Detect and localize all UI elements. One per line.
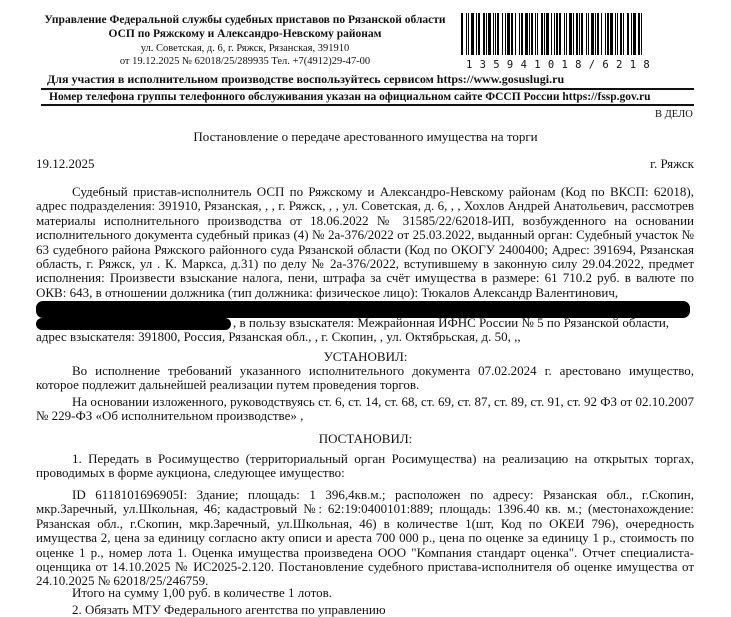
document-date: 19.12.2025: [36, 156, 95, 171]
barcode-bar: [556, 13, 558, 55]
doc-reference: от 19.12.2025 № 62018/25/289935 Тел. +7(4912)29-47-00: [119, 56, 371, 67]
barcode-bar: [581, 13, 583, 55]
barcode-bar: [541, 13, 543, 55]
creditor-line: , в пользу взыскателя: Межрайонная ИФНС России № 5 по Рязанской области,: [233, 315, 670, 330]
barcode-bar: [620, 13, 622, 55]
barcode-bar: [631, 13, 632, 55]
barcode-bar: [476, 13, 477, 55]
barcode-bar: [641, 13, 642, 55]
barcode-bar: [529, 13, 530, 55]
resolved-heading: ПОСТАНОВИЛ:: [318, 431, 413, 446]
barcode-bar: [486, 13, 487, 55]
barcode-bar: [554, 13, 555, 55]
barcode-bar: [497, 13, 499, 55]
gosuslugi-notice: Для участия в исполнительном производстве воспользуйтесь сервисом https://www.gosuslugi.ru: [47, 72, 565, 86]
barcode-bar: [564, 13, 565, 55]
divider-bottom: [41, 104, 694, 106]
barcode-bar: [493, 13, 494, 55]
barcode-bar: [488, 13, 491, 55]
barcode-bar: [505, 13, 506, 55]
barcode-bar: [519, 13, 520, 55]
barcode-bar: [537, 13, 538, 55]
barcode-bar: [610, 13, 613, 55]
barcode-bar: [466, 13, 467, 55]
barcode-bar: [515, 13, 516, 55]
document-title: Постановление о передаче арестованного имущества на торги: [193, 129, 538, 144]
barcode-bar: [559, 13, 561, 55]
barcode-bar: [507, 13, 510, 55]
barcode-bar: [483, 13, 485, 55]
established-text: Во исполнение требований указанного исполнительного документа 07.02.2024 г. арестовано имущество, которое подлежит дальнейшей реализации путем проведения торгов.: [36, 363, 694, 393]
barcode-bar: [544, 13, 545, 55]
barcode-bar: [586, 13, 587, 55]
barcode-bar: [566, 13, 567, 55]
barcode-bar: [535, 13, 536, 55]
barcode-bar: [478, 13, 480, 55]
barcode-number: 1 3 5 9 4 1 0 1 8 / 6 2 1 8: [466, 59, 651, 71]
item-2-cut-line: 2. Обязать МТУ Федерального агентства по управлению: [72, 602, 386, 617]
barcode-bar: [525, 13, 528, 55]
barcode-bar: [495, 13, 496, 55]
barcode-bar: [569, 13, 572, 55]
org-name-line2: ОСП по Ряжскому и Александро-Невскому районам: [108, 28, 382, 40]
item-1-text: 1. Передать в Росимущество (территориальный орган Росимущества) на реализацию на открытых торгах, проводимых в форме аукциона, следующее имущество:: [36, 451, 694, 481]
barcode-bar: [588, 13, 589, 55]
barcode-bar: [638, 13, 640, 55]
barcode-bar: [471, 13, 474, 55]
basis-text: На основании изложенного, руководствуясь ст. 6, ст. 14, ст. 68, ст. 69, ст. 87, ст. 89, ст. 91, ст. 92 ФЗ от 02.10.2007 № 229-ФЗ «Об исполнительном производстве» ,: [36, 394, 694, 424]
barcode: [461, 13, 708, 55]
barcode-bar: [576, 13, 578, 55]
established-heading: УСТАНОВИЛ:: [323, 349, 408, 364]
barcode-bar: [461, 13, 463, 55]
barcode-bar: [607, 13, 609, 55]
phone-notice: Номер телефона группы телефонного обслуживания указан на официальном сайте ФССП России https://fssp.gov.ru: [49, 91, 651, 103]
barcode-bar: [627, 13, 629, 55]
barcode-bar: [601, 13, 602, 55]
barcode-bar: [546, 13, 549, 55]
barcode-bar: [623, 13, 624, 55]
barcode-bar: [468, 13, 469, 55]
barcode-bar: [579, 13, 580, 55]
property-description: ID 6118101696905I: Здание; площадь: 1 396,4кв.м.; расположен по адресу: Рязанская обл., г.Скопин, мкр.Заречный, ул.Школьная, 46; кадастровый №: 62:19:0400101:889; площадь: 1396.40 кв. м.; (местонахождение: Рязанская обл., г.Скопин, мкр.Заречный, ул.Школьная, 46) в количестве 1(шт, Код по ОКЕИ 796), очередность имущества 2, цена за единицу согласно акту описи и ареста 700 000 р., цена по оценке за единицу 1 р., стоимость по оценке 1 р., номер лота 1. Оценка имущества произведена ООО "Компания стандарт оценка". Отчет специалиста-оценщика от 14.10.2025 № ИС2025-2.120. Постановление судебного пристава-исполнителя об оценке имущества от 24.10.2025 № 62018/25/246759.: [36, 487, 694, 589]
barcode-bar: [591, 13, 594, 55]
barcode-bar: [633, 13, 636, 55]
barcode-bar: [531, 13, 533, 55]
barcode-bar: [502, 13, 503, 55]
barcode-bar: [597, 13, 599, 55]
org-name-line1: Управление Федеральной службы судебных приставов по Рязанской области: [44, 14, 446, 26]
barcode-bar: [521, 13, 523, 55]
stamp-in-case: В ДЕЛО: [655, 109, 693, 120]
total-line: Итого на сумму 1,00 руб. в количестве 1 лотов.: [72, 585, 332, 600]
barcode-bar: [551, 13, 552, 55]
barcode-bar: [617, 13, 618, 55]
org-address: ул. Советская, д. 6, г. Ряжск, Рязанская, 391910: [140, 43, 350, 54]
barcode-bar: [605, 13, 606, 55]
document-city: г. Ряжск: [650, 156, 694, 171]
divider-top: [41, 88, 694, 90]
barcode-bar: [573, 13, 574, 55]
intro-paragraph: Судебный пристав-исполнитель ОСП по Ряжскому и Александро-Невскому районам (Код по ВКСП: 62018), адрес подразделения: 391910, Рязанская, , , г. Ряжск, , , ул. Советская, д. 6, , , Хохлов Андрей Анатольевич, рассмотрев материалы исполнительного производства от 18.06.2022 № 31585/22/62018-ИП, возбужденного на основании исполнительного документа судебный приказ (4) № 2а-376/2022 от 25.03.2022, выданный орган: Судебный участок № 63 судебного района Ряжского районного суда Рязанской области (Код по ОКОГУ 2400400; Адрес: 391694, Рязанская область, г. Ряжск, ул . К. Маркса, д.31) по делу № 2а-376/2022, вступившему в законную силу 29.04.2022, предмет исполнения: Произвести взыскание налога, пени, штрафа за счёт имущества в размере: 61 710.2 руб. в валюте по ОКВ: 643, в отношении должника (тип должника: физическое лицо): Тюкалов Александр Валентинович,: [36, 184, 694, 300]
barcode-bar: [511, 13, 513, 55]
barcode-bar: [595, 13, 596, 55]
barcode-bar: [615, 13, 616, 55]
creditor-address: адрес взыскателя: 391800, Россия, Рязанская обл., , г. Скопин, , ул. Октябрьская, д. 50, ,,: [36, 329, 521, 344]
